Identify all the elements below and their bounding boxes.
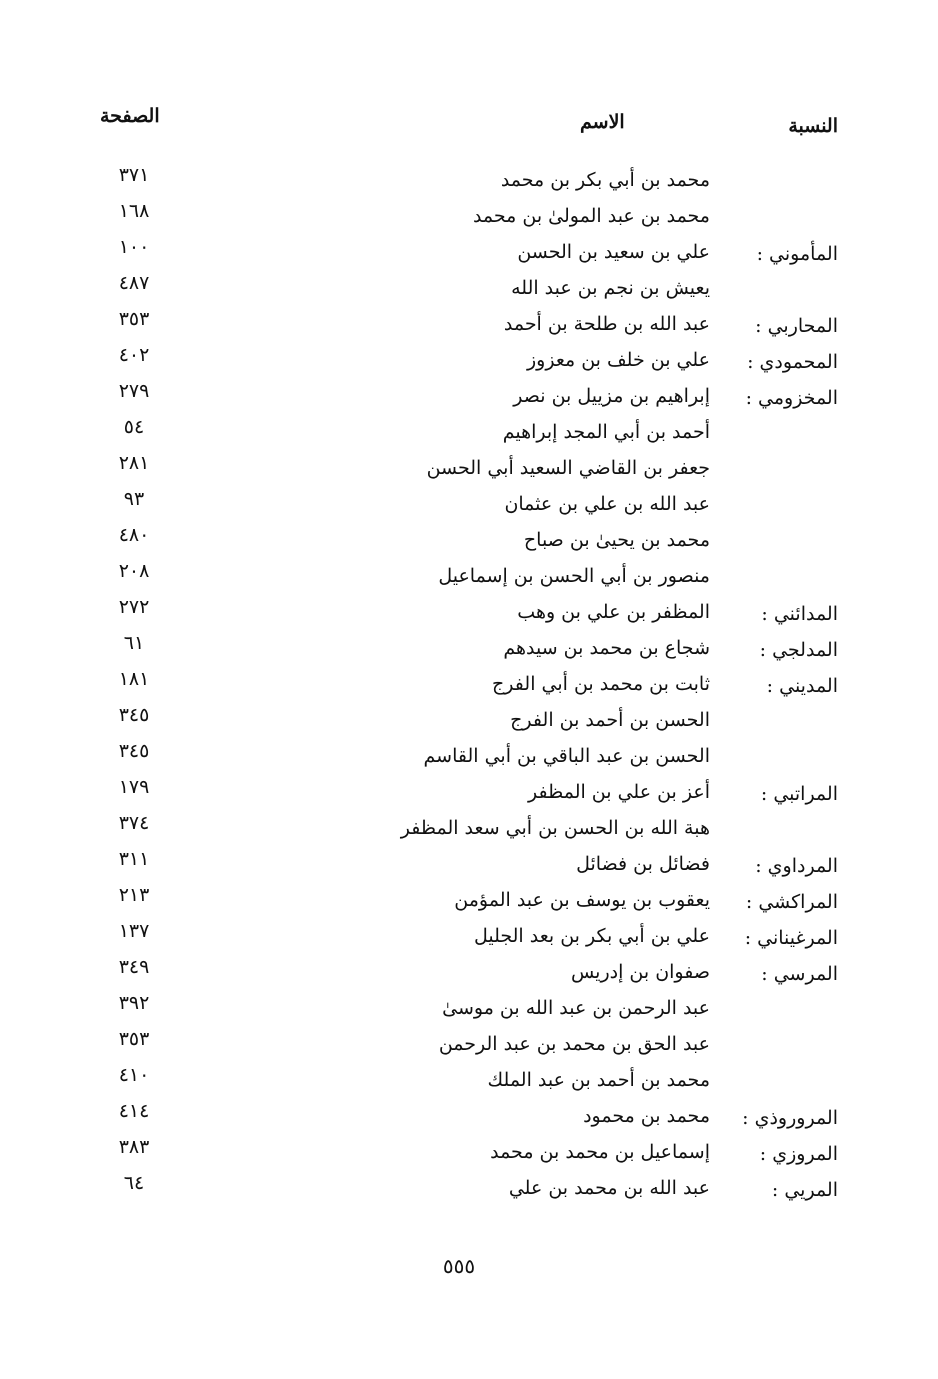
page-cell: ٢٧٢: [118, 596, 150, 618]
page-number: ٥٥٥: [442, 1254, 476, 1278]
table-row: [0, 1170, 938, 1206]
table-row: [0, 342, 938, 378]
table-row: [0, 234, 938, 270]
table-row: [0, 270, 938, 306]
name-cell: جعفر بن القاضي السعيد أبي الحسن: [426, 457, 710, 479]
name-cell: فضائل بن فضائل: [576, 853, 710, 875]
page-cell: ٢١٣: [118, 884, 150, 906]
nisba-cell: المرغيناني :: [744, 927, 838, 949]
nisba-cell: المأموني :: [756, 243, 838, 265]
page-cell: ٢٠٨: [118, 560, 150, 582]
page-cell: ١٨١: [118, 668, 150, 690]
name-cell: محمد بن يحيىٰ بن صباح: [523, 529, 710, 551]
header-name: الاسم: [580, 111, 625, 133]
page-cell: ٥٤: [123, 416, 145, 438]
page-cell: ٣٤٩: [118, 956, 150, 978]
table-row: [0, 918, 938, 954]
name-cell: علي بن أبي بكر بن بعد الجليل: [473, 925, 710, 947]
table-row: [0, 630, 938, 666]
nisba-cell: المحمودي :: [747, 351, 838, 373]
nisba-cell: المرداوي :: [755, 855, 838, 877]
page-cell: ١٠٠: [118, 236, 150, 258]
page-cell: ٤٨٠: [118, 524, 150, 546]
name-cell: عبد الرحمن بن عبد الله بن موسىٰ: [442, 997, 710, 1019]
page-cell: ١٣٧: [118, 920, 150, 942]
table-row: [0, 162, 938, 198]
name-cell: المظفر بن علي بن وهب: [517, 601, 710, 623]
name-cell: هبة الله بن الحسن بن أبي سعد المظفر: [400, 817, 710, 839]
name-cell: إسماعيل بن محمد بن محمد: [490, 1141, 710, 1163]
page-cell: ٣٥٣: [118, 308, 150, 330]
table-row: [0, 1062, 938, 1098]
table-row: [0, 594, 938, 630]
name-cell: علي بن خلف بن معزوز: [526, 349, 710, 371]
table-row: [0, 810, 938, 846]
page-cell: ٣٧٤: [118, 812, 150, 834]
table-row: [0, 774, 938, 810]
table-row: [0, 702, 938, 738]
table-row: [0, 306, 938, 342]
page-cell: ٤٠٢: [118, 344, 150, 366]
header-nisba: النسبة: [788, 115, 838, 137]
nisba-cell: المحاربي :: [755, 315, 838, 337]
page-cell: ٢٧٩: [118, 380, 150, 402]
name-cell: يعيش بن نجم بن عبد الله: [511, 277, 710, 299]
table-row: [0, 954, 938, 990]
nisba-cell: المريي :: [771, 1179, 838, 1201]
table-row: [0, 486, 938, 522]
page-cell: ٩٣: [123, 488, 145, 510]
nisba-cell: المراكشي :: [745, 891, 838, 913]
header-page: الصفحة: [100, 105, 160, 127]
name-cell: عبد الحق بن محمد بن عبد الرحمن: [438, 1033, 710, 1055]
name-cell: علي بن سعيد بن الحسن: [517, 241, 710, 263]
name-cell: شجاع بن محمد بن سيدهم: [503, 637, 710, 659]
table-row: [0, 990, 938, 1026]
page-cell: ٣٥٣: [118, 1028, 150, 1050]
name-cell: عبد الله بن طلحة بن أحمد: [503, 313, 710, 335]
page-cell: ٤١٤: [118, 1100, 150, 1122]
name-cell: عبد الله بن علي بن عثمان: [504, 493, 710, 515]
table-row: [0, 738, 938, 774]
name-cell: منصور بن أبي الحسن بن إسماعيل: [438, 565, 710, 587]
nisba-cell: المروروذي :: [742, 1107, 838, 1129]
table-row: [0, 414, 938, 450]
page-cell: ٣٨٣: [118, 1136, 150, 1158]
name-cell: محمد بن عبد المولىٰ بن محمد: [472, 205, 710, 227]
name-cell: إبراهيم بن مزييل بن نصر: [513, 385, 710, 407]
table-row: [0, 378, 938, 414]
name-cell: يعقوب بن يوسف بن عبد المؤمن: [454, 889, 710, 911]
nisba-cell: المخزومي :: [745, 387, 838, 409]
name-cell: محمد بن أبي بكر بن محمد: [500, 169, 710, 191]
page-cell: ٣٤٥: [118, 740, 150, 762]
name-cell: الحسن بن عبد الباقي بن أبي القاسم: [423, 745, 710, 767]
page-cell: ٦١: [123, 632, 145, 654]
nisba-cell: المرسي :: [761, 963, 838, 985]
nisba-cell: المدلجي :: [759, 639, 838, 661]
name-cell: الحسن بن أحمد بن الفرج: [510, 709, 710, 731]
page-cell: ٦٤: [123, 1172, 145, 1194]
table-row: [0, 522, 938, 558]
name-cell: محمد بن محمود: [583, 1105, 710, 1127]
table-row: [0, 450, 938, 486]
name-cell: محمد بن أحمد بن عبد الملك: [487, 1069, 710, 1091]
page-cell: ٣٧١: [118, 164, 150, 186]
nisba-cell: المديني :: [766, 675, 838, 697]
name-cell: أحمد بن أبي المجد إبراهيم: [502, 421, 710, 443]
table-row: [0, 882, 938, 918]
name-cell: صفوان بن إدريس: [570, 961, 710, 983]
page-cell: ٤١٠: [118, 1064, 150, 1086]
index-table: [0, 162, 938, 1206]
nisba-cell: المدائني :: [761, 603, 838, 625]
table-row: [0, 558, 938, 594]
page-cell: ١٧٩: [118, 776, 150, 798]
name-cell: عبد الله بن محمد بن علي: [508, 1177, 710, 1199]
nisba-cell: المراتبي :: [760, 783, 838, 805]
table-row: [0, 666, 938, 702]
page-cell: ٤٨٧: [118, 272, 150, 294]
page-cell: ١٦٨: [118, 200, 150, 222]
page-cell: ٢٨١: [118, 452, 150, 474]
page-cell: ٣١١: [118, 848, 150, 870]
nisba-cell: المروزي :: [759, 1143, 838, 1165]
table-row: [0, 198, 938, 234]
name-cell: ثابت بن محمد بن أبي الفرج: [492, 673, 710, 695]
page-cell: ٣٩٢: [118, 992, 150, 1014]
table-row: [0, 1098, 938, 1134]
table-row: [0, 1134, 938, 1170]
table-row: [0, 1026, 938, 1062]
page-cell: ٣٤٥: [118, 704, 150, 726]
table-row: [0, 846, 938, 882]
name-cell: أعز بن علي بن المظفر: [528, 781, 710, 803]
